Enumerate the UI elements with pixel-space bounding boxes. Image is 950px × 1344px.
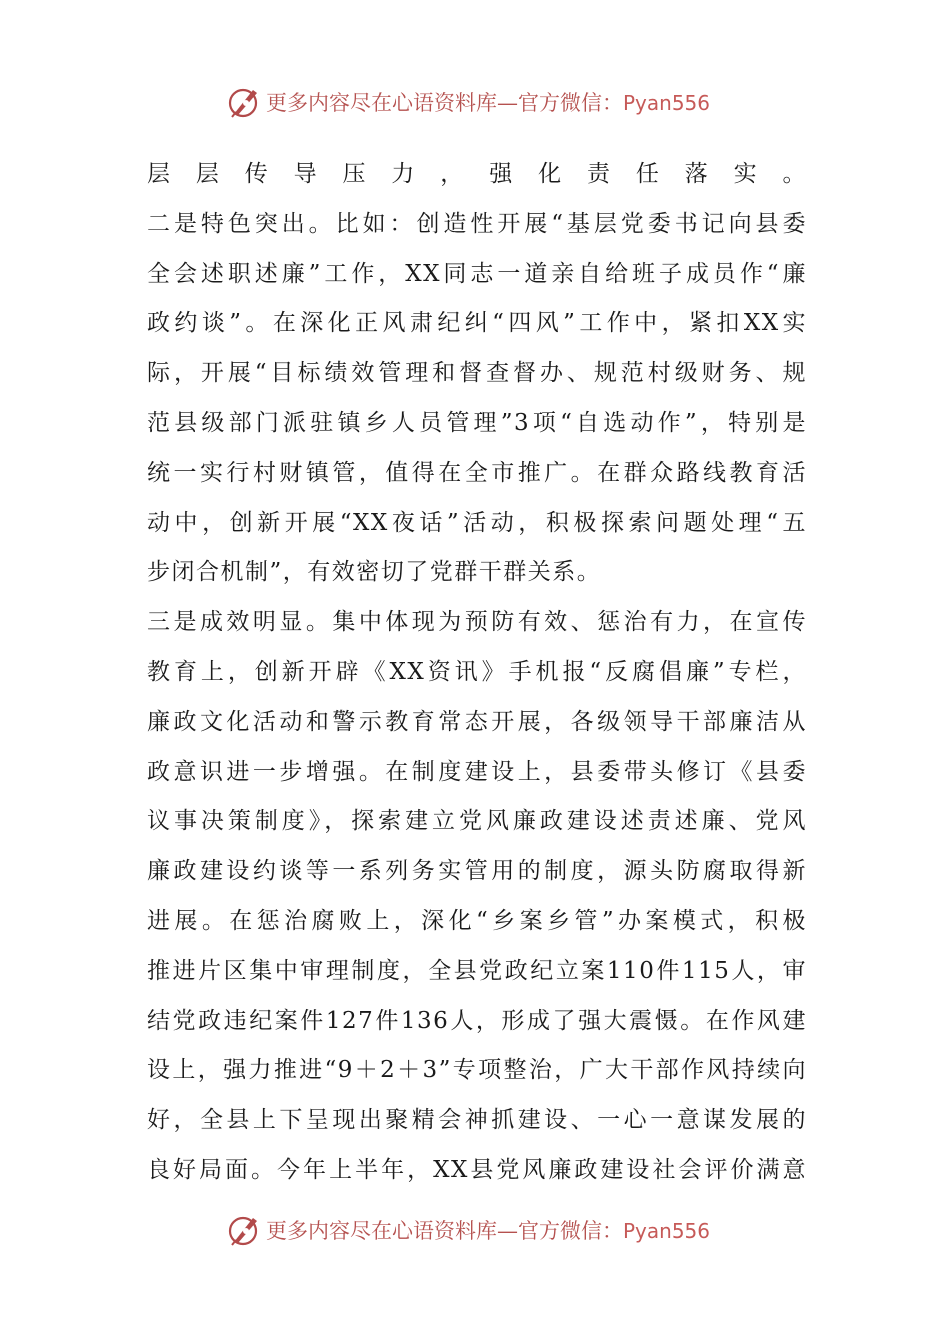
header-watermark-banner	[226, 82, 710, 122]
text-line: 教育上，创新开辟《XX资讯》手机报“反腐倡廉”专栏，	[147, 658, 807, 685]
text-line: 步闭合机制”，有效密切了党群干群关系。	[147, 559, 602, 586]
text-line: 范县级部门派驻镇乡人员管理”3项“自选动作”，特别是	[147, 409, 807, 436]
text-line: 政约谈”。在深化正风肃纪纠“四风”工作中，紧扣XX实	[147, 310, 807, 337]
text-line: 政意识进一步增强。在制度建设上，县委带头修订《县委	[147, 758, 807, 785]
text-line: 层层传导压力，强化责任落实。	[147, 161, 807, 187]
footer-watermark-banner	[226, 1210, 710, 1250]
header-watermark-contact: Pyan556	[623, 91, 711, 115]
text-line: 廉政文化活动和警示教育常态开展，各级领导干部廉洁从	[147, 708, 807, 735]
text-line: 良好局面。今年上半年，XX县党风廉政建设社会评价满意	[147, 1156, 807, 1183]
text-line: 统一实行村财镇管，值得在全市推广。在群众路线教育活	[147, 459, 807, 486]
quill-logo-icon	[226, 84, 262, 120]
text-line: 议事决策制度》，探索建立党风廉政建设述责述廉、党风	[147, 808, 807, 835]
text-line: 三是成效明显。集中体现为预防有效、惩治有力，在宣传	[147, 609, 807, 636]
text-line: 推进片区集中审理制度，全县党政纪立案110件115人，审	[147, 957, 807, 984]
text-line: 好，全县上下呈现出聚精会神抓建设、一心一意谋发展的	[147, 1107, 807, 1134]
header-watermark-text	[266, 87, 710, 117]
header-watermark-label: 更多内容尽在心语资料库—官方微信：	[266, 91, 623, 115]
document-body	[147, 150, 807, 1196]
text-line: 际，开展“目标绩效管理和督查督办、规范村级财务、规	[147, 360, 807, 387]
text-line: 廉政建设约谈等一系列务实管用的制度，源头防腐取得新	[147, 858, 807, 885]
text-line: 结党政违纪案件127件136人，形成了强大震慑。在作风建	[147, 1007, 807, 1034]
footer-watermark-contact: Pyan556	[623, 1219, 711, 1243]
text-line: 全会述职述廉”工作，XX同志一道亲自给班子成员作“廉	[147, 260, 807, 287]
text-line: 二是特色突出。比如：创造性开展“基层党委书记向县委	[147, 210, 807, 237]
text-line: 设上，强力推进“9＋2＋3”专项整治，广大干部作风持续向	[147, 1057, 807, 1084]
footer-watermark-text	[266, 1215, 710, 1245]
text-line: 进展。在惩治腐败上，深化“乡案乡管”办案模式，积极	[147, 907, 807, 934]
quill-logo-icon	[226, 1212, 262, 1248]
footer-watermark-label: 更多内容尽在心语资料库—官方微信：	[266, 1219, 623, 1243]
text-line: 动中，创新开展“XX夜话”活动，积极探索问题处理“五	[147, 509, 807, 536]
